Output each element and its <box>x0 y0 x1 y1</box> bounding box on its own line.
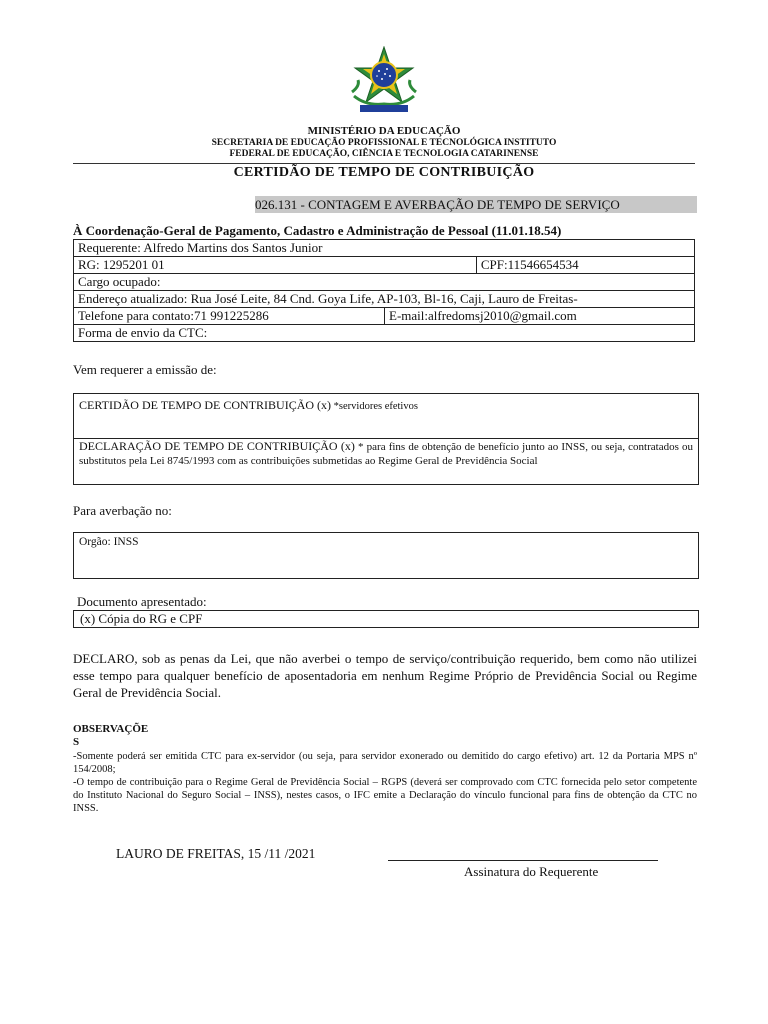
form-row-cargo <box>74 274 695 291</box>
field-forma-envio: Forma de envio da CTC: <box>74 325 695 342</box>
addressee-line: À Coordenação-Geral de Pagamento, Cadastro e Administração de Pessoal (11.01.18.54) <box>73 223 562 238</box>
place-date: LAURO DE FREITAS, 15 /11 /2021 <box>116 846 316 861</box>
documento-value: (x) Cópia do RG e CPF <box>80 611 203 626</box>
header-divider <box>73 163 695 164</box>
applicant-form <box>73 239 695 342</box>
observacao-item-2: -O tempo de contribuição para o Regime Geral de Previdência Social – RGPS (deverá ser comprovado com CTC fornecida pelo setor competente do Instituto Nacional do Seguro Social – INSS), nestes casos, o IFC emite a Declaração do vínculo funcional para fins de obtenção da CTC no INSS. <box>73 777 697 814</box>
documento-label: Documento apresentado: <box>77 594 207 609</box>
request-intro: Vem requerer a emissão de: <box>73 362 217 377</box>
secretaria-heading: SECRETARIA DE EDUCAÇÃO PROFISSIONAL E TECNOLÓGICA INSTITUTO <box>211 138 557 148</box>
option-ctc-label: CERTIDÃO DE TEMPO DE CONTRIBUIÇÃO (x) <box>79 398 332 412</box>
field-telefone: Telefone para contato:71 991225286 <box>74 308 385 325</box>
orgao-box <box>73 532 699 579</box>
request-options-box <box>73 393 699 485</box>
field-cpf: CPF:11546654534 <box>476 257 694 274</box>
field-endereco: Endereço atualizado: Rua José Leite, 84 Cnd. Goya Life, AP-103, Bl-16, Caji, Lauro de Freitas- <box>74 291 695 308</box>
option-dtc-note: * para fins de obtenção de benefício junto ao INSS, ou seja, contratados ou substitutos pela Lei 8745/1993 com as contribuições submetidas ao Regime Geral de Previdência Social <box>79 441 693 467</box>
signature-line <box>388 860 658 861</box>
form-row-requerente <box>74 240 695 257</box>
process-code: 026.131 - CONTAGEM E AVERBAÇÃO DE TEMPO DE SERVIÇO <box>255 196 697 213</box>
field-cargo: Cargo ocupado: <box>74 274 695 291</box>
form-row-contato <box>74 308 695 325</box>
observacoes-title-line1: OBSERVAÇÕE <box>73 723 149 735</box>
field-email: E-mail:alfredomsj2010@gmail.com <box>385 308 695 325</box>
field-rg: RG: 1295201 01 <box>74 257 477 274</box>
signature-label: Assinatura do Requerente <box>464 864 599 879</box>
brazil-coat-of-arms-icon <box>346 46 422 114</box>
orgao-value: Orgão: INSS <box>79 536 139 548</box>
option-ctc <box>74 394 698 439</box>
field-requerente: Requerente: Alfredo Martins dos Santos Junior <box>74 240 695 257</box>
observacoes-title <box>73 723 148 749</box>
form-row-envio <box>74 325 695 342</box>
ministry-heading: MINISTÉRIO DA EDUCAÇÃO <box>307 125 461 137</box>
documento-box <box>73 610 699 628</box>
form-row-endereco <box>74 291 695 308</box>
document-title: CERTIDÃO DE TEMPO DE CONTRIBUIÇÃO <box>233 165 535 180</box>
observacoes-title-line2: S <box>73 736 80 748</box>
declaration-paragraph: DECLARO, sob as penas da Lei, que não averbei o tempo de serviço/contribuição requerido, bem como não utilizei esse tempo para qualquer benefício de aposentadoria em nenhum Regime Próprio de Previdência Social ou Regime Geral de Previdência Social. <box>73 651 697 700</box>
option-ctc-note: *servidores efetivos <box>331 401 418 412</box>
observacao-item-1: -Somente poderá ser emitida CTC para ex-servidor (ou seja, para servidor exonerado ou demitido do cargo efetivo) art. 12 da Portaria MPS nº 154/2008; <box>73 751 697 775</box>
option-dtc-label: DECLARAÇÃO DE TEMPO DE CONTRIBUIÇÃO (x) <box>79 439 355 453</box>
averbacao-intro: Para averbação no: <box>73 503 172 518</box>
form-row-rg-cpf <box>74 257 695 274</box>
instituto-heading: FEDERAL DE EDUCAÇÃO, CIÊNCIA E TECNOLOGIA CATARINENSE <box>229 149 539 159</box>
option-dtc <box>74 438 698 484</box>
observacoes-body <box>73 750 697 815</box>
